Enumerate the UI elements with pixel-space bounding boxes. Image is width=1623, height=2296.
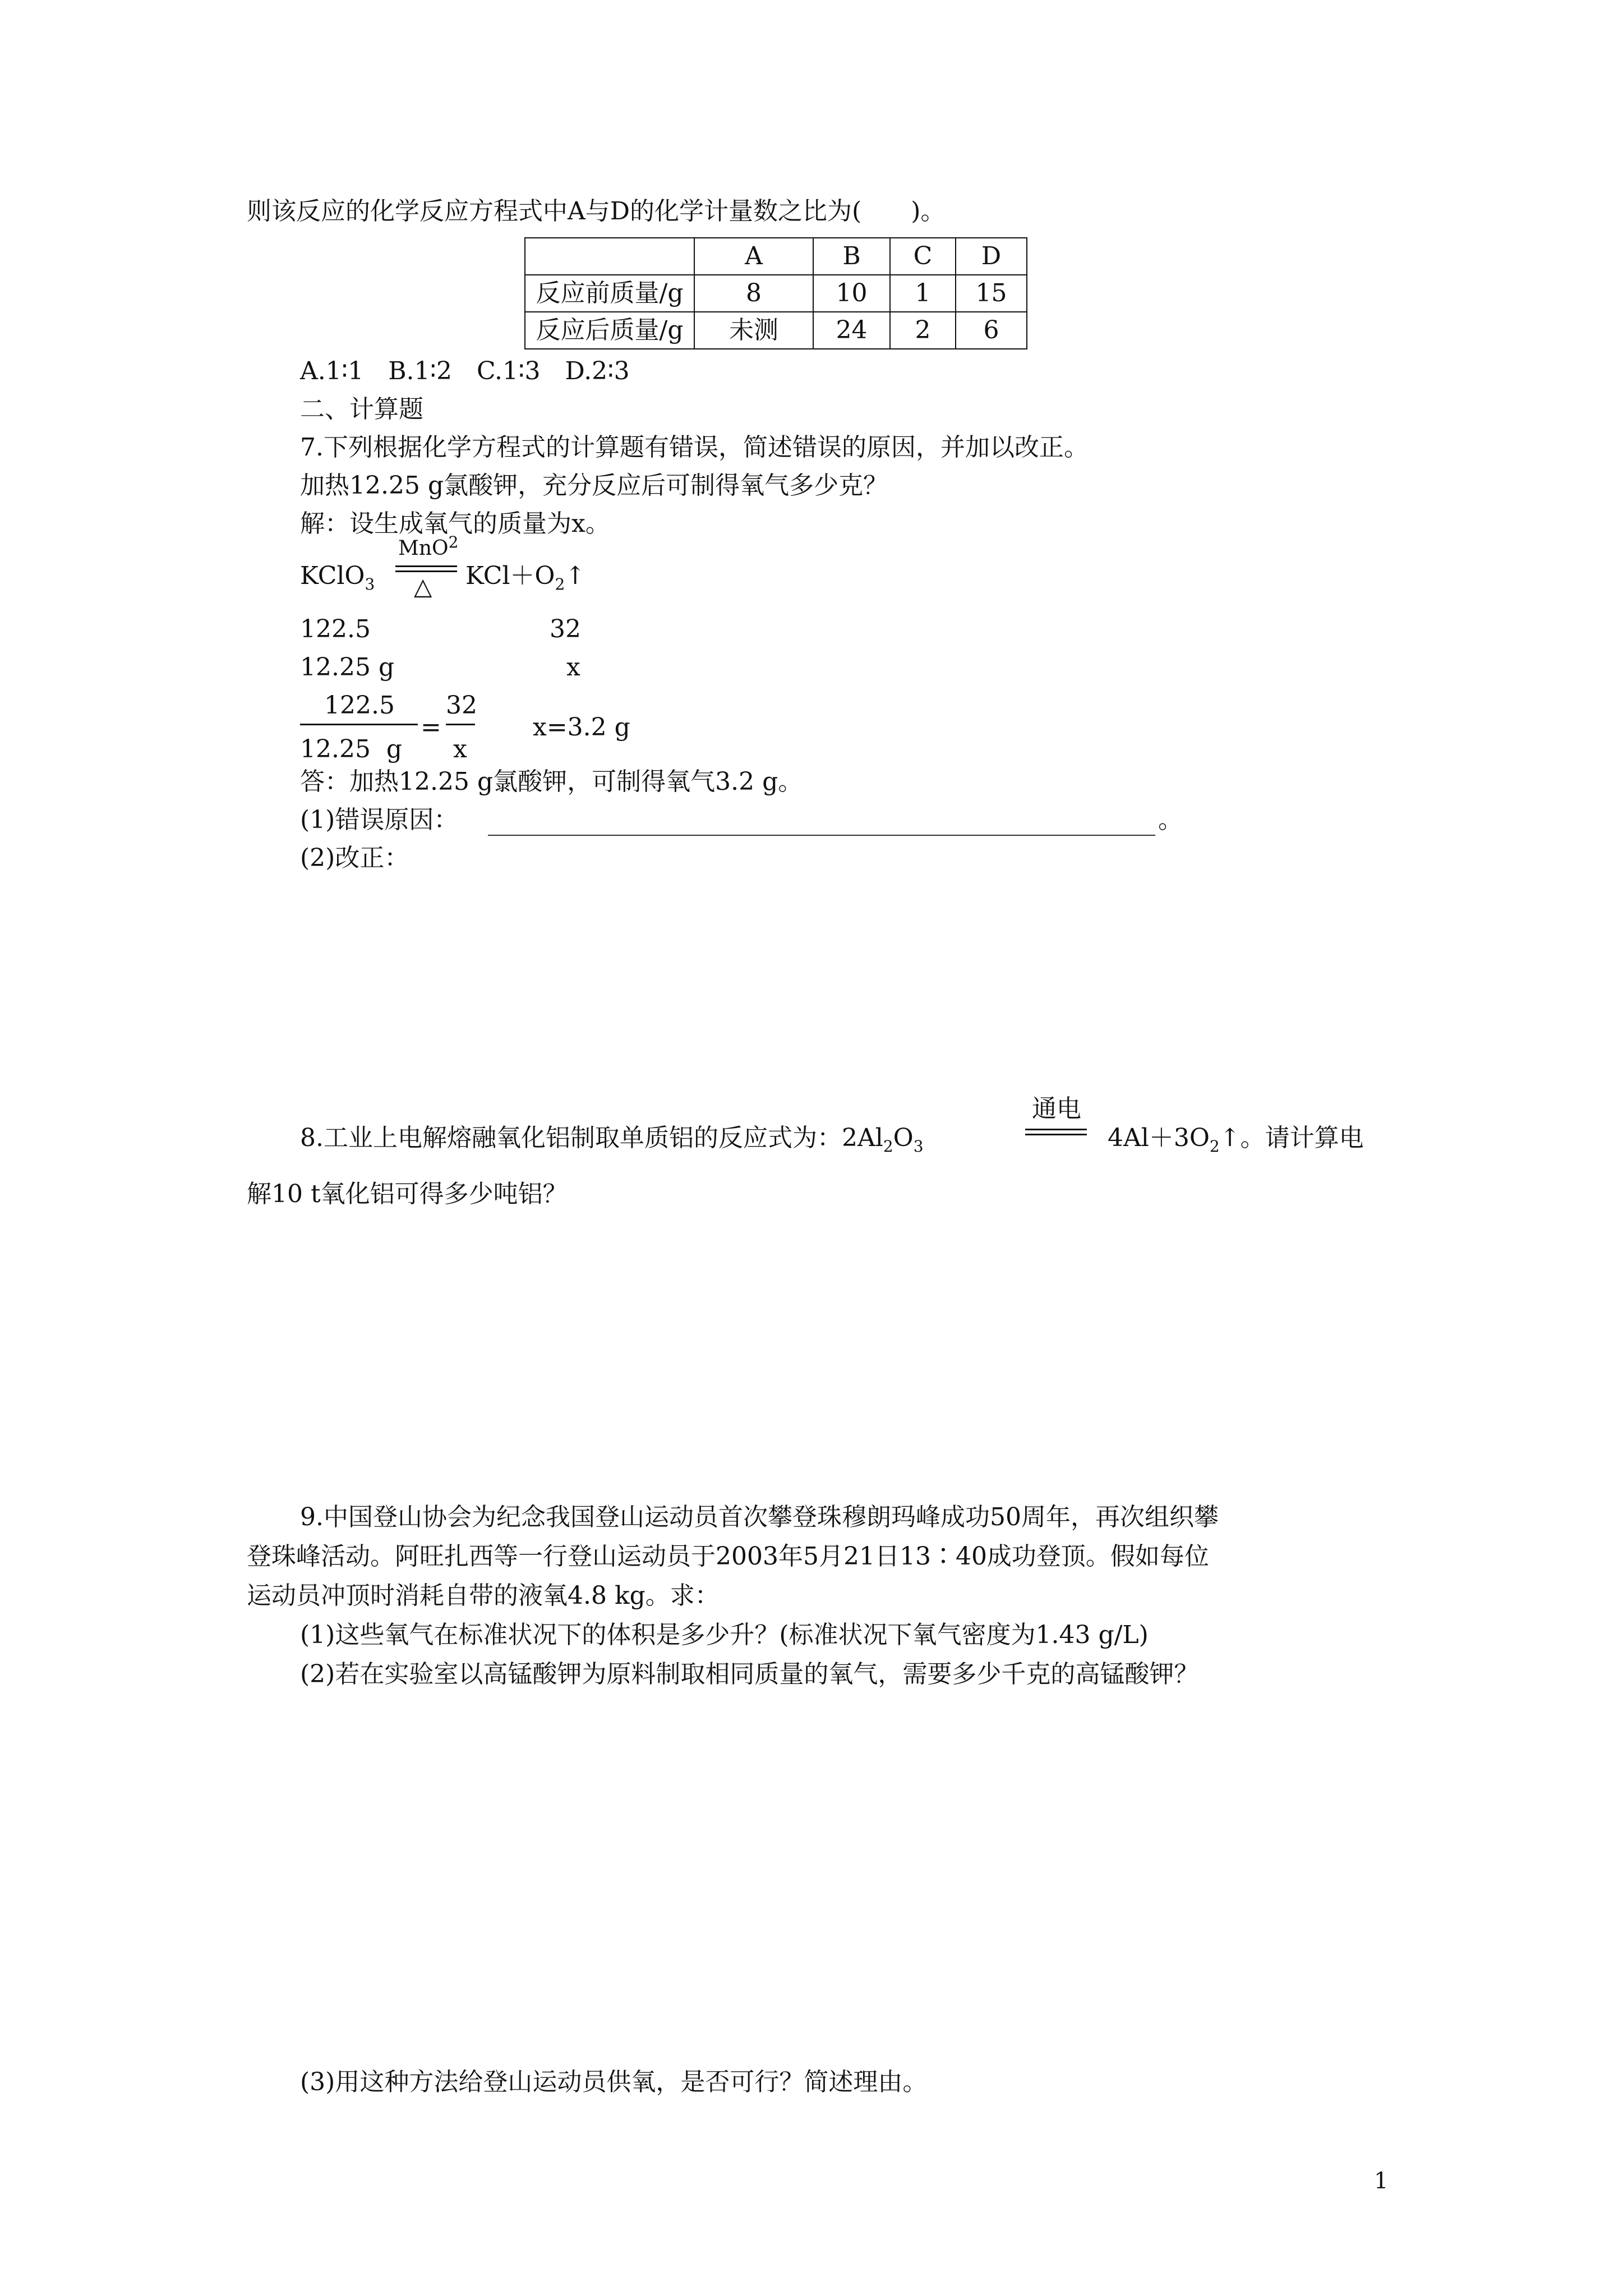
q7-fraction2-denominator: x	[453, 735, 467, 763]
table-row	[525, 275, 1027, 312]
table-cell: 2	[890, 312, 956, 349]
q8-line2: 解10 t氧化铝可得多少吨铝？	[247, 1180, 568, 1208]
q7-fraction1-denominator: 12.25 g	[300, 735, 403, 763]
q7-equation-products: $KCl+O_2↑$	[465, 562, 586, 593]
q9-line1: 9.中国登山协会为纪念我国登山运动员首次攀登珠穆朗玛峰成功50周年，再次组织攀	[300, 1503, 1219, 1531]
q7-fraction2-bar	[446, 724, 475, 725]
table-cell: 15	[956, 275, 1027, 312]
q9-sub1: (1)这些氧气在标准状况下的体积是多少升？(标准状况下氧气密度为1.43 g/L)	[300, 1621, 1149, 1649]
page-number: 1	[1374, 2168, 1389, 2194]
q6-stem: 则该反应的化学反应方程式中A与D的化学计量数之比为( )。	[247, 197, 946, 226]
up-arrow-icon: ↑	[565, 562, 586, 590]
q9-sub2: (2)若在实验室以高锰酸钾为原料制取相同质量的氧气，需要多少千克的高锰酸钾？	[300, 1660, 1199, 1688]
q7-given-mass-left: 12.25 g	[300, 653, 395, 682]
q8-condition-bar	[1025, 1129, 1087, 1135]
q7-problem: 加热12.25 g氯酸钾，充分反应后可制得氧气多少克？	[300, 471, 888, 500]
table-row	[525, 312, 1027, 349]
table-cell: 24	[813, 312, 890, 349]
table-header-cell	[525, 238, 694, 275]
table-header-row	[525, 238, 1027, 275]
q7-equation-heat-icon: △	[414, 573, 432, 600]
q8-condition-text: 通电	[1032, 1094, 1081, 1123]
table-cell: 未测	[694, 312, 813, 349]
q7-fraction1-numerator: 122.5	[324, 691, 395, 720]
q7-error-end: 。	[1158, 806, 1183, 834]
table-header-cell: A	[694, 238, 813, 275]
q7-result: x=3.2 g	[533, 713, 630, 742]
table-cell: 反应前质量/g	[525, 275, 694, 312]
q8-line1: 8.工业上电解熔融氧化铝制取单质铝的反应式为：$2Al_2O_3$	[300, 1124, 924, 1156]
q7-equation-condition-bar	[395, 565, 457, 572]
q7-solution-intro: 解：设生成氧气的质量为x。	[300, 509, 610, 538]
table-header-cell: B	[813, 238, 890, 275]
q7-correction-label: (2)改正：	[300, 844, 409, 872]
q9-line3: 运动员冲顶时消耗自带的液氧4.8 kg。求：	[247, 1581, 720, 1610]
q7-molar-mass-right: 32	[550, 615, 581, 643]
table-cell: 8	[694, 275, 813, 312]
q7-equals-sign: =	[421, 713, 441, 742]
q7-error-label: (1)错误原因：	[300, 806, 459, 834]
q6-options: A.1∶1 B.1∶2 C.1∶3 D.2∶3	[300, 357, 630, 385]
q9-line2: 登珠峰活动。阿旺扎西等一行登山运动员于2003年5月21日13∶40成功登顶。假如每位	[247, 1542, 1209, 1571]
q7-given-mass-right: x	[566, 653, 580, 682]
table-header-cell: D	[956, 238, 1027, 275]
q7-fraction2-numerator: 32	[446, 691, 477, 720]
q7-stem: 7.下列根据化学方程式的计算题有错误，简述错误的原因，并加以改正。	[300, 433, 1089, 462]
q7-fraction1-bar	[300, 724, 418, 725]
q8-products: $4Al+3O_2↑$。请计算电	[1108, 1124, 1364, 1156]
q7-equation-reactant: KClO$_3$	[300, 562, 375, 593]
table-cell: 10	[813, 275, 890, 312]
section-title: 二、计算题	[300, 395, 423, 424]
table-cell: 反应后质量/g	[525, 312, 694, 349]
q7-molar-mass-left: 122.5	[300, 615, 371, 643]
table-cell: 1	[890, 275, 956, 312]
q7-equation-catalyst: MnO$^2$	[398, 533, 459, 560]
q7-error-answer-blank[interactable]	[488, 835, 1155, 836]
q9-sub3: (3)用这种方法给登山运动员供氧，是否可行？简述理由。	[300, 2068, 928, 2096]
table-cell: 6	[956, 312, 1027, 349]
table-header-cell: C	[890, 238, 956, 275]
mass-table	[524, 237, 1027, 349]
q7-answer: 答：加热12.25 g氯酸钾，可制得氧气3.2 g。	[300, 767, 803, 796]
